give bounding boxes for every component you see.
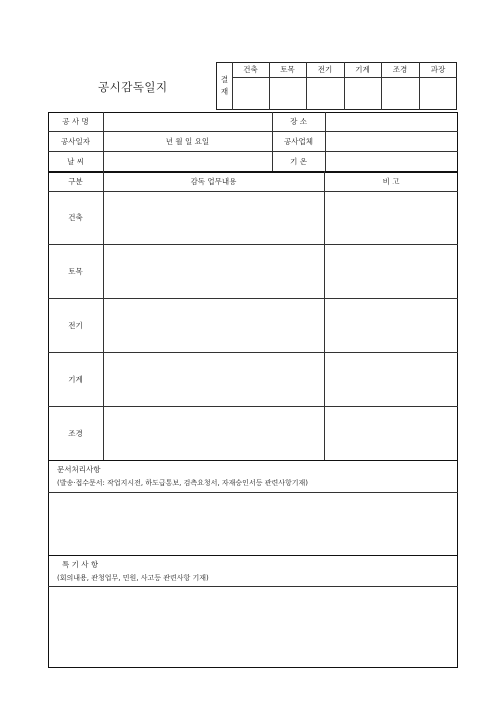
content-cell-civil[interactable] (104, 245, 324, 298)
project-name-label: 공 사 명 (62, 117, 89, 126)
content-cell-mechanical[interactable] (104, 353, 324, 406)
temperature-label: 기 온 (290, 157, 307, 166)
row-label-landscape: 조경 (68, 429, 83, 438)
location-field[interactable] (326, 113, 457, 131)
special-field[interactable] (49, 587, 457, 667)
location-label: 장 소 (290, 117, 307, 126)
row-label-architecture: 건축 (68, 213, 83, 222)
documents-field[interactable] (49, 493, 457, 555)
row-label-mechanical: 기계 (68, 375, 83, 384)
approval-col-landscape: 조경 (392, 65, 408, 74)
approval-label: 결 재 (220, 75, 229, 96)
approval-col-civil: 토목 (280, 65, 295, 74)
col-content-header: 감독 업무내용 (190, 177, 237, 186)
documents-title: 문서처리사항 (57, 465, 101, 474)
contractor-label: 공사업체 (284, 137, 313, 146)
date-field[interactable]: 년 월 일 요일 (165, 137, 210, 146)
project-name-field[interactable] (104, 113, 272, 131)
special-description: (회의내용, 관청업무, 민원, 사고등 관련사항 기재) (57, 574, 209, 582)
contractor-field[interactable] (326, 132, 457, 151)
row-label-electric: 전기 (68, 321, 83, 330)
approval-col-architecture: 건축 (243, 65, 258, 74)
weather-label: 날 씨 (67, 157, 84, 166)
col-division-header: 구분 (68, 177, 83, 186)
content-cell-architecture[interactable] (104, 192, 324, 244)
special-title: 특 기 사 항 (62, 560, 99, 569)
col-remarks-header: 비 고 (382, 177, 400, 186)
page-title: 공시감독일지 (98, 80, 168, 94)
row-label-civil: 토목 (68, 267, 83, 276)
approval-col-electric: 전기 (317, 65, 333, 74)
temperature-field[interactable] (326, 152, 457, 171)
content-cell-electric[interactable] (104, 299, 324, 352)
weather-field[interactable] (104, 152, 272, 171)
content-cell-landscape[interactable] (104, 407, 324, 460)
date-label: 공사일자 (61, 137, 90, 146)
approval-col-mechanical: 기계 (355, 65, 370, 74)
documents-description: (발송·접수문서: 작업지시전, 하도급통보, 검측요청서, 자재승인서등 관련사항기재) (57, 479, 308, 487)
approval-col-manager: 과장 (430, 65, 446, 74)
